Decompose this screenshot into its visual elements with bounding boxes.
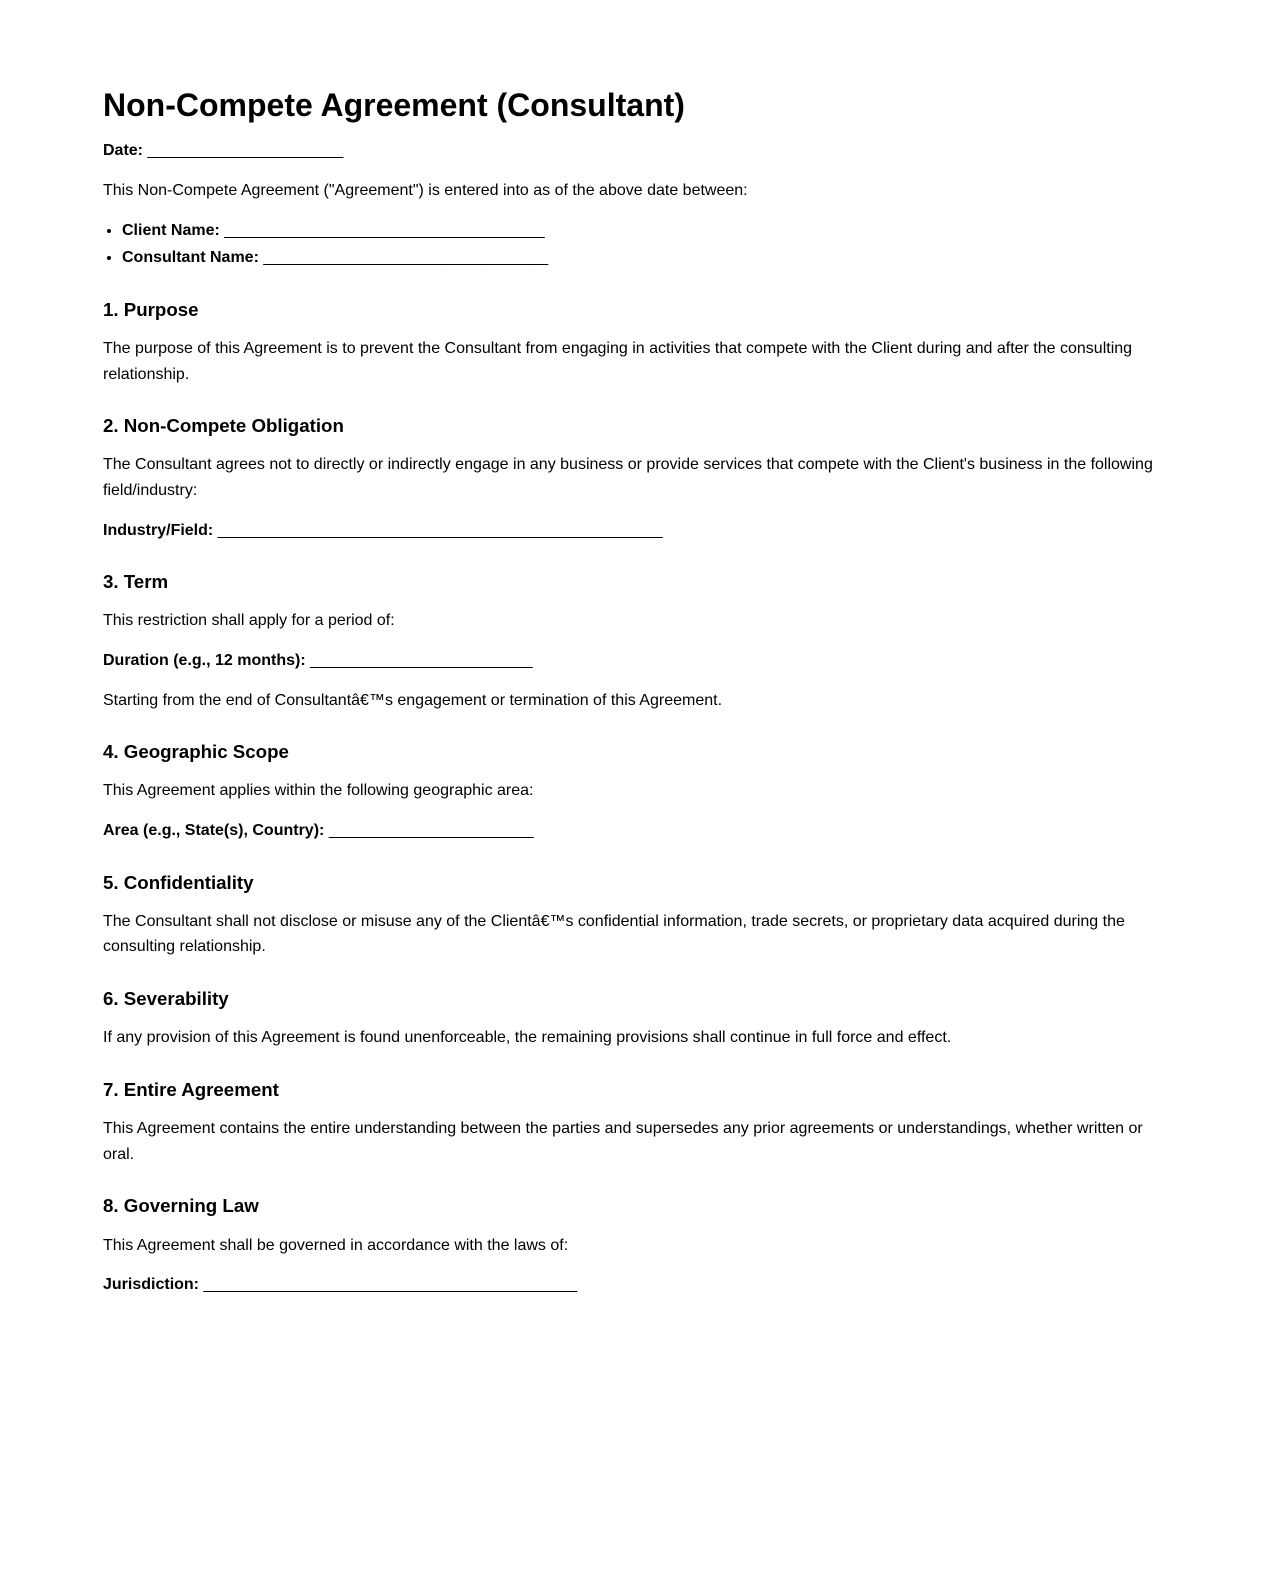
industry-blank-line: __________________________________________________ [217, 521, 663, 539]
jurisdiction-field [103, 1272, 1160, 1298]
duration-field [103, 648, 1160, 674]
party-item-client [122, 218, 1160, 244]
confidentiality-body: The Consultant shall not disclose or misuse any of the Clientâ€™s confidential information, trade secrets, or proprietary data acquired during the consulting relationship. [103, 912, 1125, 956]
area-field-label: Area (e.g., State(s), Country): [103, 822, 325, 840]
section-heading-geographic-scope: 4. Geographic Scope [103, 741, 289, 763]
section-heading-governing-law: 8. Governing Law [103, 1195, 259, 1217]
jurisdiction-blank-line: __________________________________________ [203, 1276, 578, 1294]
duration-field-label: Duration (e.g., 12 months): [103, 652, 306, 670]
governing-law-body: This Agreement shall be governed in accordance with the laws of: [103, 1236, 569, 1254]
geographic-scope-body: This Agreement applies within the following geographic area: [103, 782, 534, 800]
industry-field [103, 518, 1160, 544]
entire-agreement-body: This Agreement contains the entire understanding between the parties and supersedes any prior agreements or understandings, whether written or oral. [103, 1120, 1143, 1163]
obligation-body: The Consultant agrees not to directly or indirectly engage in any business or provide services that compete with the Client's business in the following field/industry: [103, 456, 1153, 500]
duration-blank-line: _________________________ [310, 652, 533, 670]
date-field [103, 138, 1160, 164]
term-body: This restriction shall apply for a period of: [103, 612, 395, 630]
parties-list [103, 218, 1160, 271]
industry-field-label: Industry/Field: [103, 521, 214, 539]
client-name-label: Client Name: [122, 221, 220, 239]
consultant-name-blank-line: ________________________________ [263, 249, 549, 267]
date-label: Date: [103, 142, 144, 160]
consultant-name-label: Consultant Name: [122, 249, 259, 267]
section-heading-term: 3. Term [103, 571, 169, 593]
section-heading-severability: 6. Severability [103, 988, 229, 1010]
section-heading-entire-agreement: 7. Entire Agreement [103, 1078, 279, 1100]
intro-paragraph: This Non-Compete Agreement ("Agreement") is entered into as of the above date between: [103, 181, 748, 199]
area-field [103, 818, 1160, 844]
document-title: Non-Compete Agreement (Consultant) [103, 87, 685, 123]
section-heading-purpose: 1. Purpose [103, 298, 199, 320]
date-blank-line: ______________________ [147, 142, 344, 160]
term-after-paragraph: Starting from the end of Consultantâ€™s engagement or termination of this Agreement. [103, 691, 723, 709]
jurisdiction-field-label: Jurisdiction: [103, 1276, 200, 1294]
section-heading-confidentiality: 5. Confidentiality [103, 871, 254, 893]
purpose-body: The purpose of this Agreement is to prevent the Consultant from engaging in activities that compete with the Client during and after the consulting relationship. [103, 340, 1133, 383]
area-blank-line: _______________________ [328, 822, 534, 840]
party-item-consultant [122, 245, 1160, 271]
severability-body: If any provision of this Agreement is found unenforceable, the remaining provisions shall continue in full force and effect. [103, 1029, 952, 1047]
section-heading-obligation: 2. Non-Compete Obligation [103, 415, 344, 437]
client-name-blank-line: ____________________________________ [224, 221, 545, 239]
